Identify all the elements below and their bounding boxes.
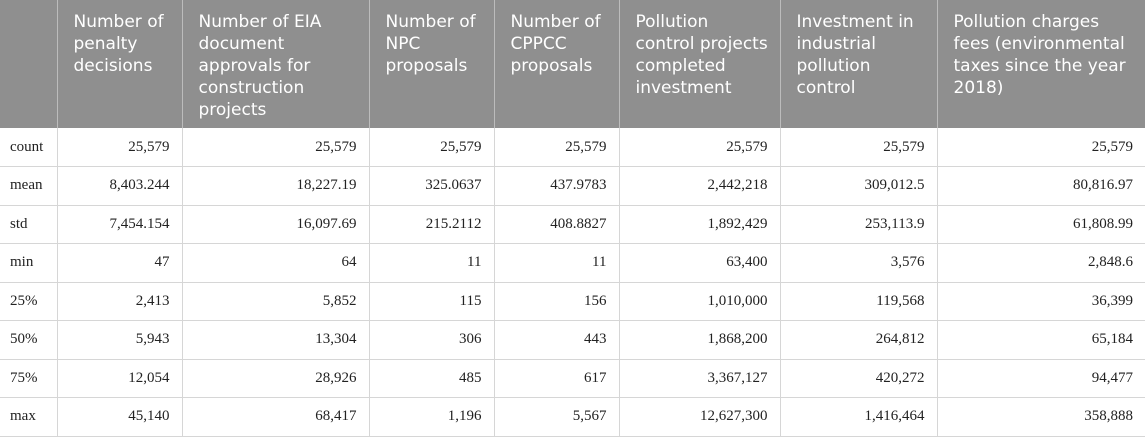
table-row	[0, 321, 1145, 360]
header-cell-eia-approvals: Number of EIA document approvals for construction projects	[182, 0, 369, 128]
table-cell: 485	[369, 359, 494, 398]
table-row	[0, 398, 1145, 437]
header-cell-npc-proposals: Number of NPC proposals	[369, 0, 494, 128]
table-header	[0, 0, 1145, 128]
table-cell: 25,579	[57, 128, 182, 167]
table-cell: 2,413	[57, 282, 182, 321]
table-cell: 25,579	[937, 128, 1145, 167]
header-cell-industrial-pollution-investment: Investment in industrial pollution control	[780, 0, 937, 128]
table-cell: 309,012.5	[780, 167, 937, 206]
table-cell: 63,400	[619, 244, 780, 283]
table-cell: 7,454.154	[57, 205, 182, 244]
row-label-cell: mean	[0, 167, 57, 206]
table-cell: 25,579	[369, 128, 494, 167]
table-cell: 28,926	[182, 359, 369, 398]
table-row	[0, 128, 1145, 167]
table-cell: 1,416,464	[780, 398, 937, 437]
table-cell: 1,868,200	[619, 321, 780, 360]
table-cell: 5,943	[57, 321, 182, 360]
table-cell: 253,113.9	[780, 205, 937, 244]
table-cell: 65,184	[937, 321, 1145, 360]
table-cell: 80,816.97	[937, 167, 1145, 206]
table-cell: 3,576	[780, 244, 937, 283]
table-body	[0, 128, 1145, 436]
row-label-cell: min	[0, 244, 57, 283]
table-cell: 1,892,429	[619, 205, 780, 244]
table-cell: 25,579	[182, 128, 369, 167]
table-row	[0, 205, 1145, 244]
table-cell: 47	[57, 244, 182, 283]
table-row	[0, 167, 1145, 206]
table-cell: 2,848.6	[937, 244, 1145, 283]
table-cell: 16,097.69	[182, 205, 369, 244]
table-cell: 119,568	[780, 282, 937, 321]
table-cell: 325.0637	[369, 167, 494, 206]
table-cell: 306	[369, 321, 494, 360]
table-cell: 8,403.244	[57, 167, 182, 206]
row-label-cell: max	[0, 398, 57, 437]
table-cell: 12,054	[57, 359, 182, 398]
table-row	[0, 282, 1145, 321]
table-cell: 443	[494, 321, 619, 360]
header-cell-stat	[0, 0, 57, 128]
header-cell-cppcc-proposals: Number of CPPCC proposals	[494, 0, 619, 128]
table-cell: 64	[182, 244, 369, 283]
table-cell: 115	[369, 282, 494, 321]
table-cell: 156	[494, 282, 619, 321]
table-cell: 2,442,218	[619, 167, 780, 206]
header-cell-penalty-decisions: Number of penalty decisions	[57, 0, 182, 128]
table-cell: 1,010,000	[619, 282, 780, 321]
table-cell: 61,808.99	[937, 205, 1145, 244]
table-row	[0, 359, 1145, 398]
table-cell: 94,477	[937, 359, 1145, 398]
table-cell: 45,140	[57, 398, 182, 437]
table-cell: 11	[494, 244, 619, 283]
table-cell: 12,627,300	[619, 398, 780, 437]
table-cell: 617	[494, 359, 619, 398]
row-label-cell: 75%	[0, 359, 57, 398]
table-cell: 25,579	[619, 128, 780, 167]
header-cell-pollution-control-investment: Pollution control projects completed investment	[619, 0, 780, 128]
header-cell-pollution-charges: Pollution charges fees (environmental taxes since the year 2018)	[937, 0, 1145, 128]
row-label-cell: 25%	[0, 282, 57, 321]
table-cell: 25,579	[780, 128, 937, 167]
table-cell: 68,417	[182, 398, 369, 437]
table-cell: 25,579	[494, 128, 619, 167]
table-cell: 437.9783	[494, 167, 619, 206]
row-label-cell: std	[0, 205, 57, 244]
table-cell: 215.2112	[369, 205, 494, 244]
table-cell: 5,852	[182, 282, 369, 321]
table-cell: 5,567	[494, 398, 619, 437]
table-cell: 408.8827	[494, 205, 619, 244]
table-cell: 11	[369, 244, 494, 283]
table-cell: 420,272	[780, 359, 937, 398]
table-cell: 358,888	[937, 398, 1145, 437]
row-label-cell: 50%	[0, 321, 57, 360]
table-cell: 1,196	[369, 398, 494, 437]
row-label-cell: count	[0, 128, 57, 167]
table-row	[0, 244, 1145, 283]
table-cell: 18,227.19	[182, 167, 369, 206]
table-cell: 36,399	[937, 282, 1145, 321]
table-cell: 264,812	[780, 321, 937, 360]
table-cell: 13,304	[182, 321, 369, 360]
table-cell: 3,367,127	[619, 359, 780, 398]
header-row	[0, 0, 1145, 128]
